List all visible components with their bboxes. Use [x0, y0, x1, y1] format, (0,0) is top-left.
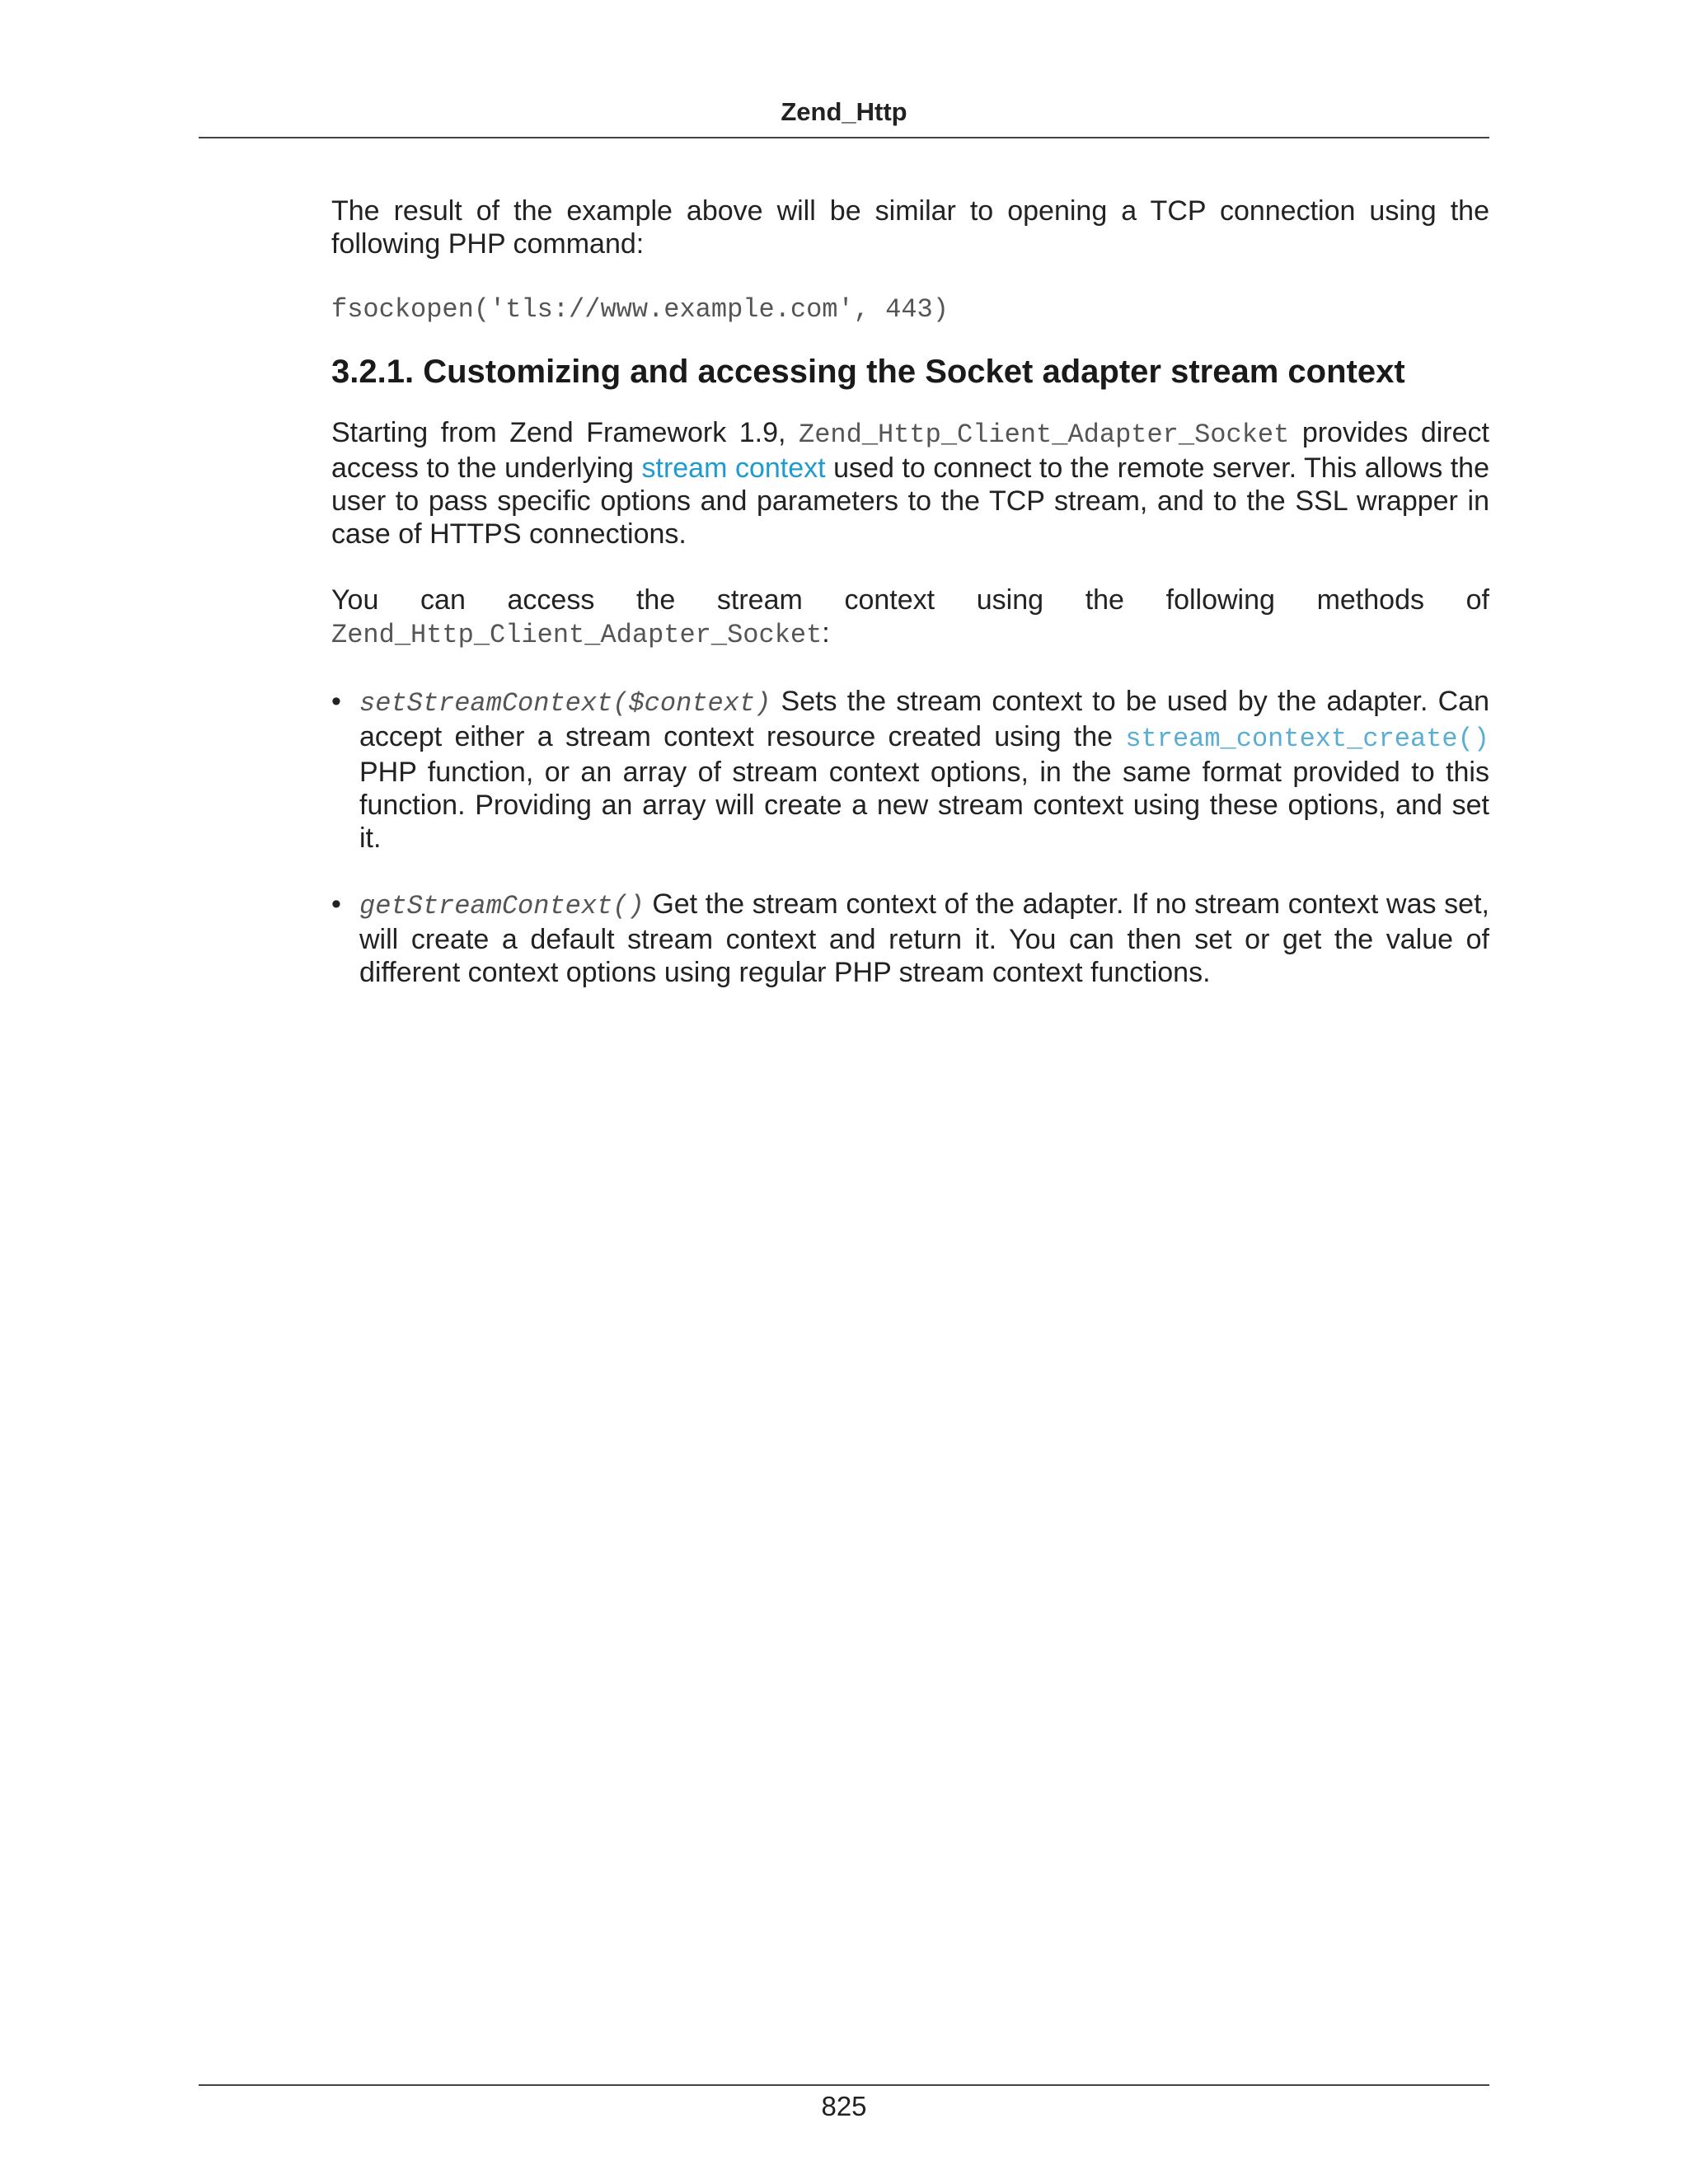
page-number: 825 [821, 2091, 867, 2121]
stream-context-create-link[interactable]: stream_context_create() [1125, 724, 1489, 754]
bullet-1-text-end: PHP function, or an array of stream context options, in the same format provided to this function. Providing an array will create a new stream context using these options, and set it. [359, 757, 1489, 854]
para1-text-start: Starting from Zend Framework 1.9, [331, 417, 799, 448]
list-item [331, 888, 1489, 989]
footer-divider [199, 2084, 1489, 2086]
section-paragraph-2-line-1: You can access the stream context using the following methods of [331, 584, 1489, 616]
bullet-icon: • [331, 888, 341, 920]
stream-context-link[interactable]: stream context [641, 452, 826, 484]
section-paragraph-1 [331, 416, 1489, 551]
code-example: fsockopen('tls://www.example.com', 443) [331, 294, 949, 325]
header-divider [199, 137, 1489, 138]
method-name-set-stream-context: setStreamContext($context) [359, 688, 771, 719]
para1-text-middle: provides direct access to the underlying [331, 417, 1489, 484]
list-item [331, 685, 1489, 855]
section-heading: 3.2.1. Customizing and accessing the Socket adapter stream context [331, 354, 1405, 390]
section-paragraph-2-line-2 [331, 616, 1489, 652]
para2-colon: : [822, 617, 830, 649]
method-name-get-stream-context: getStreamContext() [359, 891, 645, 921]
page-content [331, 194, 1489, 989]
intro-paragraph: The result of the example above will be similar to opening a TCP connection using the following PHP command: [331, 195, 1489, 260]
para1-text-end: used to connect to the remote server. This allows the user to pass specific options and parameters to the TCP stream, and to the SSL wrapper in case of HTTPS connections. [331, 452, 1489, 550]
page-header-title: Zend_Http [781, 97, 907, 126]
bullet-2-text: Get the stream context of the adapter. If no stream context was set, will create a default stream context and return it. You can then set or get the value of different context options using regular PHP stream context functions. [359, 888, 1489, 988]
adapter-class-name-2: Zend_Http_Client_Adapter_Socket [331, 620, 823, 650]
bullet-1-text-start: Sets the stream context to be used by the adapter. Can accept either a stream context resource created using the [359, 686, 1489, 752]
methods-list [331, 685, 1489, 989]
adapter-class-name: Zend_Http_Client_Adapter_Socket [799, 419, 1290, 450]
bullet-icon: • [331, 686, 341, 717]
